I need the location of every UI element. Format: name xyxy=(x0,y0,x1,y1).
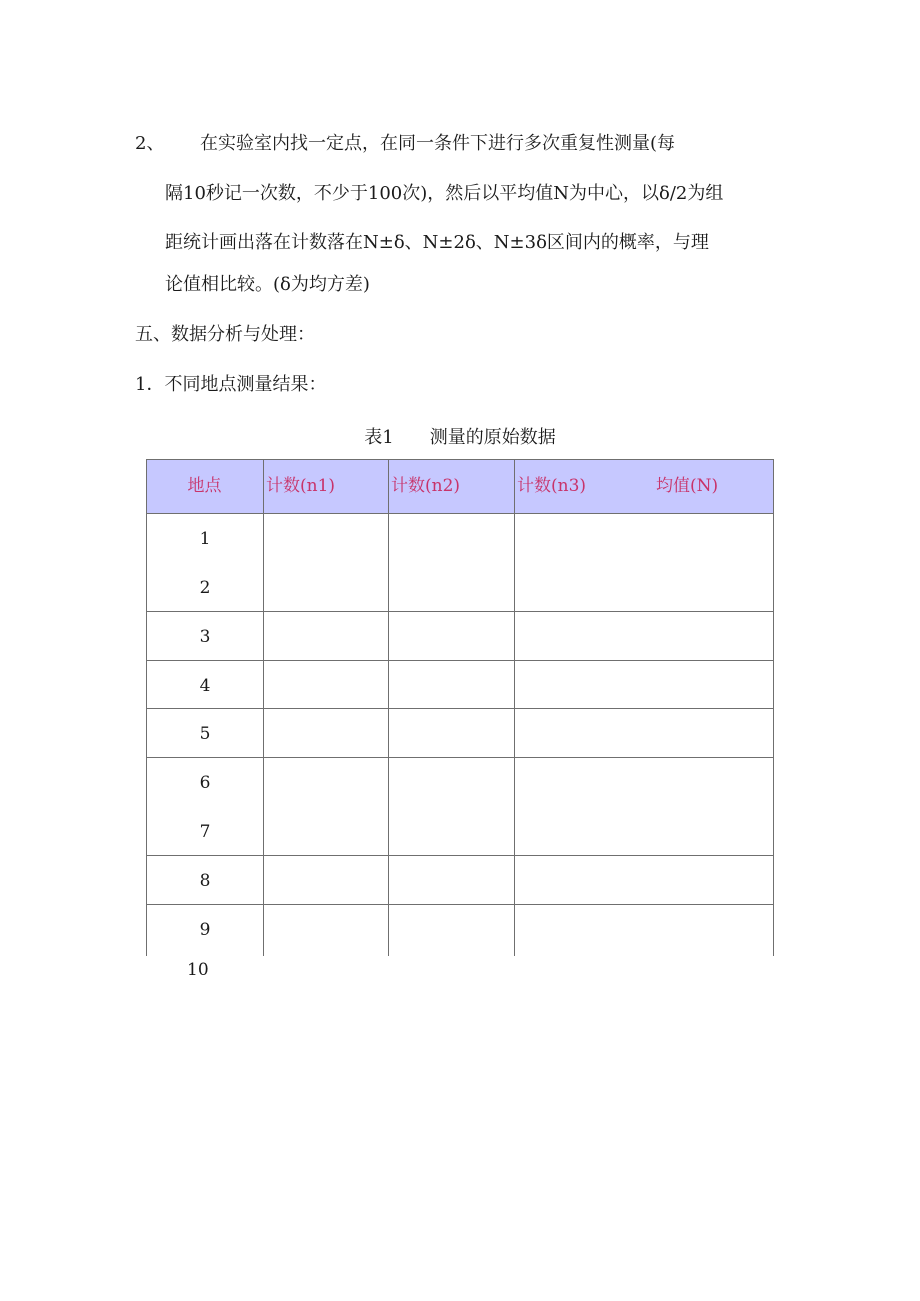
row-label: 5 xyxy=(199,724,211,744)
step2-line-1: 在实验室内找一定点，在同一条件下进行多次重复性测量(每 xyxy=(200,133,676,154)
section-heading: 五、数据分析与处理： xyxy=(135,324,315,345)
row-label: 10 xyxy=(187,960,209,980)
table-row-divider xyxy=(146,708,774,709)
row-label: 4 xyxy=(199,676,211,696)
row-label: 8 xyxy=(199,871,211,891)
row-label: 3 xyxy=(199,627,211,647)
header-count-n2: 计数(n2) xyxy=(391,476,461,496)
subsection-heading: 1．不同地点测量结果： xyxy=(135,374,327,395)
row-label: 9 xyxy=(199,920,211,940)
table-row-divider xyxy=(146,611,774,612)
header-count-n3: 计数(n3) xyxy=(517,476,587,496)
row-label: 1 xyxy=(199,529,211,549)
step-number: 2、 xyxy=(135,133,165,154)
row-label: 7 xyxy=(199,822,211,842)
table-column-divider xyxy=(514,459,515,956)
table-row-divider xyxy=(146,660,774,661)
table-header-divider xyxy=(146,513,774,514)
header-mean: 均值(N) xyxy=(656,476,719,496)
step2-line-4: 论值相比较。(δ为均方差) xyxy=(165,274,370,295)
row-label: 2 xyxy=(199,578,211,598)
table-caption: 表1 测量的原始数据 xyxy=(364,427,556,448)
data-table xyxy=(146,459,774,956)
table-border-right xyxy=(773,459,774,956)
step2-line-2: 隔10秒记一次数，不少于100次)，然后以平均值N为中心，以δ/2为组 xyxy=(165,183,724,204)
table-row-divider xyxy=(146,904,774,905)
row-label: 6 xyxy=(199,773,211,793)
table-border-top xyxy=(146,459,774,460)
header-location: 地点 xyxy=(187,476,222,496)
step2-line-3: 距统计画出落在计数落在N±δ、N±2δ、N±3δ区间内的概率，与理 xyxy=(165,232,709,253)
table-column-divider xyxy=(388,459,389,956)
table-row-divider xyxy=(146,757,774,758)
header-count-n1: 计数(n1) xyxy=(266,476,336,496)
table-row-divider xyxy=(146,855,774,856)
